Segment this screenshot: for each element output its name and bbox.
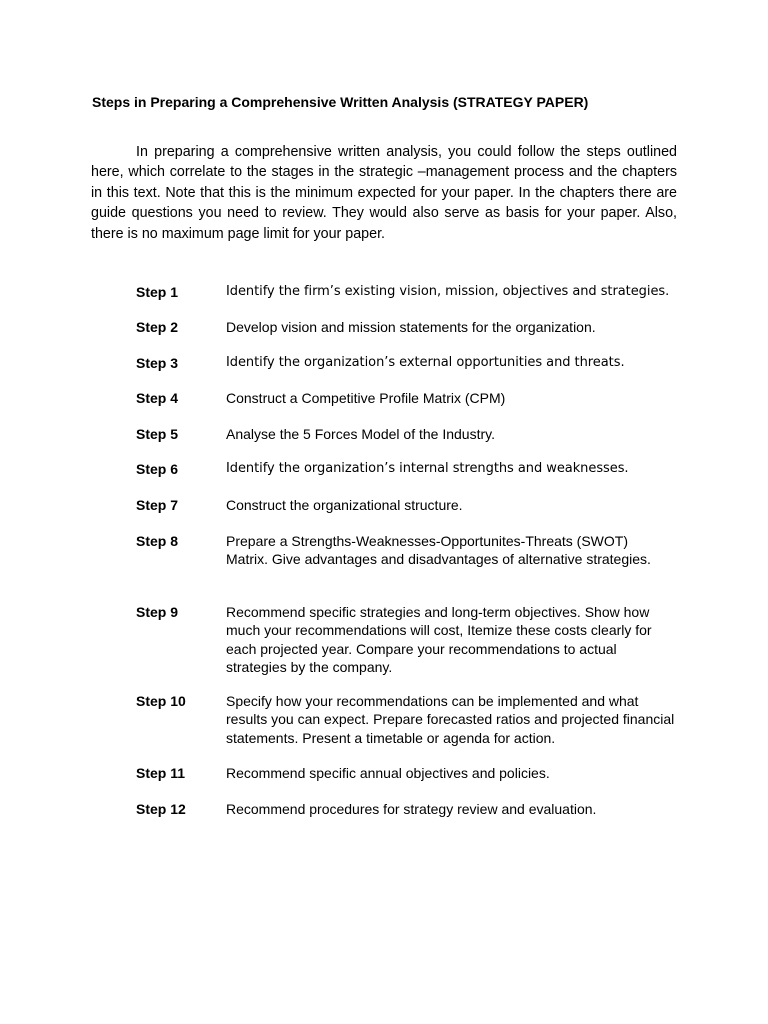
step-text: Develop vision and mission statements for the organization.	[226, 319, 596, 335]
step-label: Step 7	[136, 497, 179, 513]
step-label: Step 12	[136, 801, 186, 817]
step-label: Step 9	[136, 604, 179, 620]
step-label: Step 2	[136, 319, 179, 335]
step-text: Identify the firm’s existing vision, mission, objectives and strategies.	[226, 284, 670, 299]
step-label: Step 1	[136, 284, 179, 300]
step-label: Step 11	[136, 765, 186, 781]
step-text: Recommend specific annual objectives and policies.	[226, 765, 550, 781]
step-label: Step 6	[136, 461, 179, 477]
step-text: Identify the organization’s external opportunities and threats.	[226, 355, 625, 370]
step-text: Analyse the 5 Forces Model of the Industry.	[226, 426, 495, 442]
step-label: Step 8	[136, 533, 179, 549]
step-label: Step 10	[136, 693, 186, 709]
step-text: Specify how your recommendations can be implemented and what results you can expect. Prepare forecasted ratios and projected financial statements. Present a timetable or agenda for action.	[226, 693, 675, 746]
step-text: Construct a Competitive Profile Matrix (CPM)	[226, 390, 506, 406]
step-label: Step 3	[136, 355, 179, 371]
step-text: Recommend specific strategies and long-term objectives. Show how much your recommendations will cost, Itemize these costs clearly for each projected year. Compare your recommendations to actual strategies by the company.	[226, 604, 652, 675]
step-text: Recommend procedures for strategy review and evaluation.	[226, 801, 597, 817]
step-label: Step 5	[136, 426, 179, 442]
step-label: Step 4	[136, 390, 179, 406]
page-title: Steps in Preparing a Comprehensive Written Analysis (STRATEGY PAPER)	[92, 94, 589, 110]
step-text: Identify the organization’s internal strengths and weaknesses.	[226, 461, 629, 476]
step-text: Construct the organizational structure.	[226, 497, 463, 513]
intro-paragraph: In preparing a comprehensive written analysis, you could follow the steps outlined here, which correlate to the stages in the strategic –management process and the chapters in this text. Note that this is the minimum expected for your paper. In the chapters there are guide questions you need to review. They would also serve as basis for your paper. Also, there is no maximum page limit for your paper.	[91, 144, 677, 242]
step-text: Prepare a Strengths-Weaknesses-Opportunites-Threats (SWOT) Matrix. Give advantages and disadvantages of alternative strategies.	[226, 533, 651, 568]
